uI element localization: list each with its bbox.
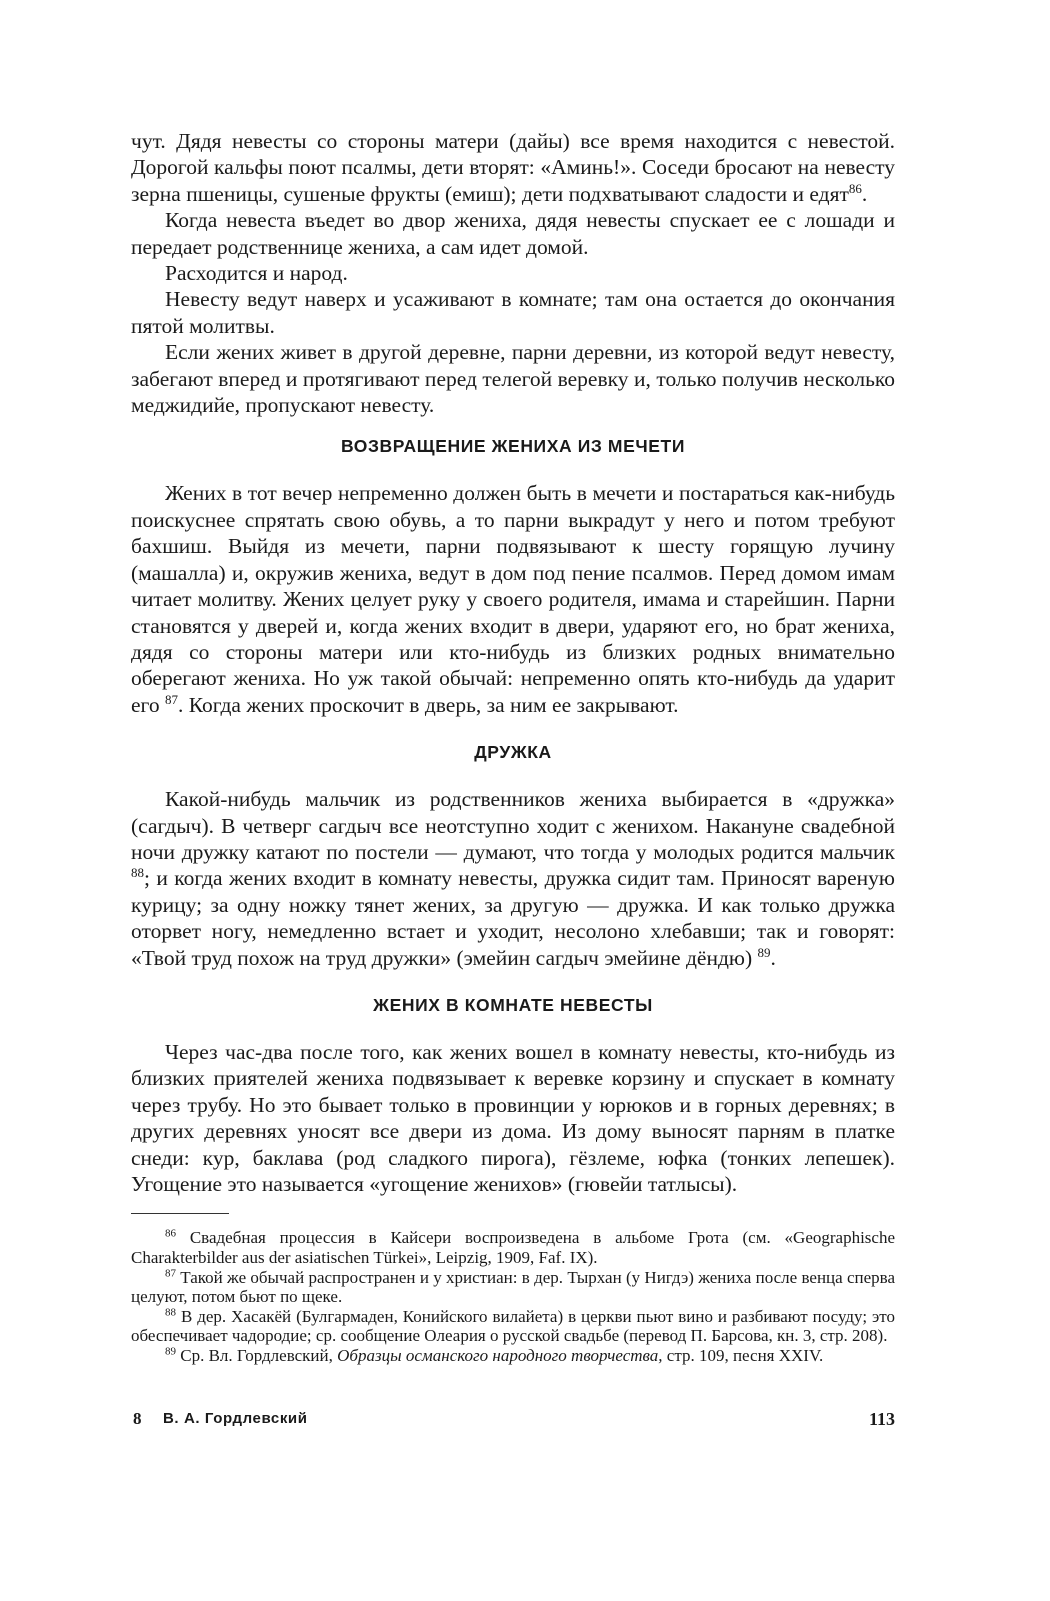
footnote-ref-86[interactable]: 86 <box>848 180 862 196</box>
page-footer <box>133 1409 895 1433</box>
page-number: 113 <box>868 1409 895 1429</box>
author-name: В. А. Гордлевский <box>163 1410 308 1427</box>
footnote-86: $^{86}$ Свадебная процессия в Кайсери воспроизведена в альбоме Грота (см. «Geographische Charakterbilder aus der asiatischen Türkei», Leipzig, 1909, Faf. IX). <box>131 1227 896 1267</box>
footnote-89: $^{89}$ Ср. Вл. Гордлевский, Образцы османского народного творчества, стр. 109, песня XXIV. <box>165 1345 824 1365</box>
section-groom-in-bride-room-text: Через час-два после того, как жених вошел в комнату невесты, кто-нибудь из близких приятелей жениха подвязывает к веревке корзину и спускает в комнату через трубу. Но это бывает только в провинции у юрюков и в горных деревнях; в других деревнях уносят все двери из дома. Из дому выносят парням в платке снеди: кур, баклава (род сладкого пирога), гёзлеме, юфка (тонких лепешек). Угощение это называется «угощение женихов» (гювейи татлысы). <box>131 1039 895 1196</box>
section-heading-groom-in-bride-room: ЖЕНИХ В КОМНАТЕ НЕВЕСТЫ <box>373 994 653 1015</box>
intro-paragraph-4: Невесту ведут наверх и усаживают в комнате; там она остается до окончания пятой молитвы. <box>131 287 895 338</box>
footnote-ref-88[interactable]: 88 <box>131 865 144 881</box>
footnote-ref-89[interactable]: 89 <box>757 944 771 960</box>
section-best-man-text: Какой-нибудь мальчик из родственников жениха выбирается в «дружка» (сагдыч). В четверг сагдыч все неотступно ходит с женихом. Накануне свадебной ночи дружку катают по постели — думают, что тогда у молодых родится мальчик $^{88}$; и когда жених входит в комнату невесты, дружка сидит там. Приносят вареную курицу; за одну ножку тянет жених, за другую — дружка. И как только дружка оторвет ногу, немедленно встает и уходит, несолоно хлебавши; так и говорят: «Твой труд похож на труд дружки» (эмейин сагдыч эмейине дёндю) $^{89}$. <box>131 787 895 970</box>
intro-paragraph-2: Когда невеста въедет во двор жениха, дядя невесты спускает ее с лошади и передает родственнице жениха, а сам идет домой. <box>131 208 895 259</box>
footnote-ref-87[interactable]: 87 <box>164 691 178 707</box>
section-heading-best-man: ДРУЖКА <box>474 742 552 763</box>
section-groom-return-text: Жених в тот вечер непременно должен быть в мечети и постараться как-нибудь поискуснее спрятать свою обувь, а то парни выкрадут у него и потом требуют бахшиш. Выйдя из мечети, парни подвязывают к шесту горящую лучину (машалла) и, окружив жениха, ведут в дом под пение псалмов. Перед домом имам читает молитву. Жених целует руку у своего родителя, имама и старейшин. Парни становятся у дверей и, когда жених входит в двери, ударяют его, но брат жениха, дядя со стороны матери или кто-нибудь из близких родных внимательно оберегают жениха. Но уж такой обычай: непременно опять кто-нибудь да ударит его $^{87}$. Когда жених проскочит в дверь, за ним ее закрывают. <box>131 481 895 717</box>
page-body <box>131 128 895 1366</box>
intro-paragraph-5: Если жених живет в другой деревне, парни деревни, из которой ведут невесту, забегают вперед и протягивают перед телегой веревку и, только получив несколько меджидийе, пропускают невесту. <box>131 340 895 418</box>
section-heading-groom-return: ВОЗВРАЩЕНИЕ ЖЕНИХА ИЗ МЕЧЕТИ <box>340 436 685 457</box>
footnote-88: $^{88}$ В дер. Хасакёй (Булгармаден, Конийского вилайета) в церкви пьют вино и разбивают посуду; это обеспечивает чадородие; ср. сообщение Олеария о русской свадьбе (перевод П. Барсова, кн. 3, стр. 208). <box>131 1306 896 1346</box>
footnote-separator <box>131 1213 229 1214</box>
signature-mark: 8 <box>133 1409 142 1428</box>
intro-paragraph-3: Расходится и народ. <box>165 261 348 286</box>
footnote-87: $^{87}$ Такой же обычай распространен и у христиан: в дер. Тырхан (у Нигдэ) жениха после венца сперва целуют, потом бьют по щеке. <box>131 1266 896 1307</box>
intro-paragraph-1: чут. Дядя невесты со стороны матери (дайы) все время находится с невестой. Дорогой кальфы поют псалмы, дети вторят: «Аминь!». Соседи бросают на невесту зерна пшеницы, сушеные фрукты (емиш); дети подхватывают сладости и едят$^{86}$. <box>131 129 895 206</box>
